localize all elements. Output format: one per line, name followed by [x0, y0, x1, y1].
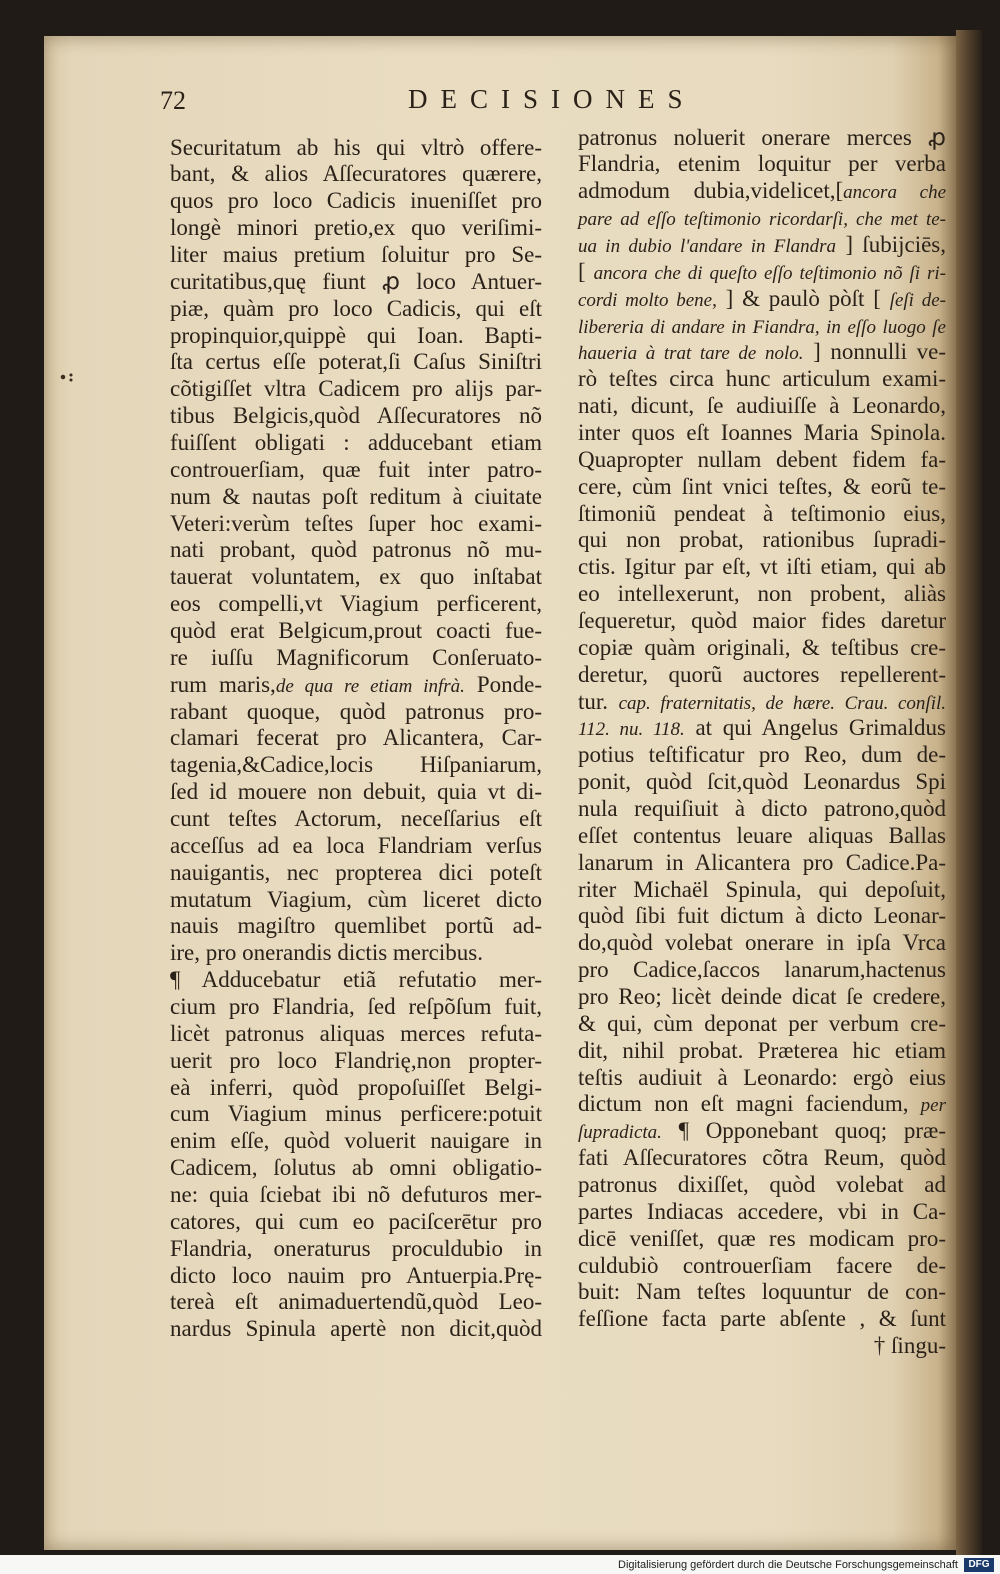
catchword: † ſingu-: [873, 1333, 946, 1359]
text-line: [578, 259, 946, 286]
text-line: patronus noluerit onerare merces ꝓ: [578, 124, 946, 150]
text-line: ire, pro onerandis dictis mercibus.: [170, 940, 483, 966]
text-line: eos compelli,vt Viagium perficerent,: [170, 591, 542, 617]
text-line: licèt patronus aliquas merces refuta-: [170, 1020, 542, 1046]
text-line: Cadicem, ſolutus ab omni obligatio-: [170, 1155, 542, 1181]
text-line: ſta certus eſſe poterat,ſi Caſus Siniſtri: [170, 349, 542, 375]
text-line: eo intellexerunt, non probent, aliàs: [578, 581, 946, 607]
text-line: [578, 715, 946, 742]
text-line: copiæ quàm originali, & teſtibus cre-: [578, 634, 946, 660]
text-line: propinquior,quippè qui Ioan. Bapti-: [170, 322, 542, 348]
text-line: nati, dicunt, ſe audiuiſſe à Leonardo,: [578, 393, 946, 419]
text-line: qui non probat, rationibus ſupradi-: [578, 527, 946, 553]
dfg-logo: DFG: [964, 1558, 994, 1572]
text-line: quos pro loco Cadicis inueniſſet pro: [170, 188, 542, 214]
text-line: quòd erat Belgicum,prout coacti fue-: [170, 617, 542, 643]
italic-text: ſeſi de-: [889, 289, 947, 311]
text-line: nula requiſiuit à dicto patrono,quòd: [578, 795, 946, 821]
text-line: ſequeretur, quòd maior fides daretur: [578, 607, 946, 633]
text-line: & qui, cùm deponat per verbum cre-: [578, 1010, 946, 1036]
text-line: quòd ſibi fuit dictum à dicto Leonar-: [578, 903, 946, 929]
text-line: clamari fecerat pro Alicantera, Car-: [170, 725, 542, 751]
left-column: [170, 135, 542, 1344]
text-line: eſſet contentus leuare aliquas Ballas: [578, 822, 946, 848]
italic-text: per: [920, 1095, 946, 1117]
text-line: [578, 689, 946, 716]
text-line: fuiſſent obligati : adducebant etiam: [170, 429, 542, 455]
running-head: DECISIONES: [408, 84, 696, 114]
italic-text: cordi molto bene,: [578, 289, 717, 311]
italic-text: ancora che: [843, 182, 946, 204]
text-line: tereà eſt animaduertendũ,quòd Leo-: [170, 1289, 542, 1315]
text-line: tibus Belgicis,quòd Aſſecuratores nõ: [170, 403, 542, 429]
text-line: ponit, quòd ſcit,quòd Leonardus Spi: [578, 769, 946, 795]
text-line: cõtigiſſet vltra Cadicem pro alijs par-: [170, 376, 542, 402]
text-line: cere, cùm ſint vnici teſtes, & eorũ te-: [578, 473, 946, 499]
text-line: liter maius pretium ſoluitur pro Se-: [170, 241, 542, 267]
right-column: [578, 125, 946, 1361]
text-line: ctis. Igitur par eſt, vt iſti etiam, qui ab: [578, 554, 946, 580]
text-line: [170, 672, 542, 699]
text-line: curitatibus,quę fiunt ꝓ loco Antuer-: [170, 268, 542, 294]
text-line: culdubiò controuerſiam facere de-: [578, 1252, 946, 1278]
text-line: pro Reo; licèt deinde dicat ſe credere,: [578, 984, 946, 1009]
text-segment: tur.: [578, 688, 619, 714]
text-line: bant, & alios Aſſecuratores quærere,: [170, 161, 542, 187]
text-line: enim eſſe, quòd voluerit nauigare in: [170, 1128, 542, 1154]
text-line: [578, 339, 946, 366]
text-line: longè minori pretio,ex quo veriſimi-: [170, 215, 542, 241]
text-segment: ] ſubijciēs,: [836, 231, 946, 257]
text-line: Quapropter nullam debent fidem fa-: [578, 446, 946, 472]
text-line: controuerſiam, quæ fuit inter patro-: [170, 456, 542, 482]
text-line: re iuſſu Magnificorum Conſeruato-: [170, 644, 542, 670]
text-line: partes Indiacas accedere, vbi in Ca-: [578, 1198, 946, 1224]
page-number: 72: [160, 86, 186, 115]
text-line: inter quos eſt Ioannes Maria Spinola.: [578, 419, 946, 445]
text-line: lanarum in Alicantera pro Cadice.Pa-: [578, 849, 946, 875]
text-line: patronus dixiſſet, quòd volebat ad: [578, 1172, 946, 1198]
text-line: dicē veniſſet, quæ res modicam pro-: [578, 1225, 946, 1251]
text-line: [578, 313, 946, 340]
text-line: ne: quia ſciebat ibi nõ defuturos mer-: [170, 1182, 542, 1208]
text-line: Flandria, etenim loquitur per verba: [578, 151, 946, 177]
italic-text: ancora che di queſto eſſo teſtimonio nõ ſi ri-: [593, 262, 946, 284]
text-line: feſſione facta parte abſente , & ſunt: [578, 1306, 946, 1332]
text-line: pro Cadice,ſaccos lanarum,hactenus: [578, 957, 946, 983]
digitization-credit: Digitalisierung gefördert durch die Deutsche Forschungsgemeinschaft: [618, 1558, 958, 1571]
text-line: do,quòd volebat onerare in ipſa Vrca: [578, 930, 946, 956]
text-line: acceſſus ad ea loca Flandriam verſus: [170, 832, 542, 858]
text-line: ſtimoniũ pendeat à teſtimonio eius,: [578, 500, 946, 526]
text-segment: at qui Angelus Grimaldus: [684, 715, 946, 741]
text-segment: Ponde-: [464, 671, 542, 697]
italic-text: haueria à trat tare de nolo.: [578, 343, 804, 365]
digitization-footer: [0, 1555, 1000, 1574]
text-line: tagenia,&Cadice,locis Hiſpaniarum,: [170, 752, 542, 778]
margin-ink-mark: [60, 372, 76, 382]
italic-text: libereria di andare in Fiandra, in eſſo luogo ſe: [578, 316, 946, 338]
text-line: nardus Spinula apertè non dicit,quòd: [170, 1316, 542, 1342]
text-line: rabant quoque, quòd patronus pro-: [170, 698, 542, 724]
text-line: cum Viagium minus perficere:potuit: [170, 1101, 542, 1127]
text-line: riter Michaël Spinula, qui depoſuit,: [578, 876, 946, 902]
text-line: nati probant, quòd patronus nõ mu-: [170, 537, 542, 563]
text-line: [578, 205, 946, 232]
italic-text: de qua re etiam infrà.: [275, 675, 465, 697]
text-line: buit: Nam teſtes loquuntur de con-: [578, 1279, 946, 1305]
text-line: teſtis audiuit à Leonardo: ergò eius: [578, 1064, 946, 1090]
text-line: dicto loco nauim pro Antuerpia.Prę-: [170, 1262, 542, 1288]
text-line: [578, 178, 946, 205]
text-line: catores, qui cum eo paciſcerētur pro: [170, 1208, 542, 1234]
text-line: piæ, quàm pro loco Cadicis, qui eſt: [170, 295, 542, 321]
text-line: uerit pro loco Flandrię,non propter-: [170, 1047, 542, 1073]
text-line: rò teſtes circa hunc articulum exami-: [578, 366, 946, 392]
text-line: [578, 286, 946, 313]
text-segment: dictum non eſt magni faciendum,: [578, 1091, 921, 1117]
text-line: cium pro Flandria, ſed reſpõſum fuit,: [170, 994, 542, 1019]
text-line: nauigantis, nec propterea dici poteſt: [170, 859, 542, 885]
italic-text: ua in dubio l'andare in Flandra: [578, 235, 837, 257]
text-line: Securitatum ab his qui vltrò offere-: [170, 134, 542, 160]
text-line: ¶ Adducebatur etiã refutatio mer-: [170, 967, 542, 993]
text-line: tauerat voluntatem, ex quo inſtabat: [170, 564, 542, 590]
text-line: dit, nihil probat. Præterea hic etiam: [578, 1037, 946, 1063]
text-line: Veteri:verùm teſtes ſuper hoc exami-: [170, 510, 542, 536]
text-line: num & nautas poſt reditum à ciuitate: [170, 483, 542, 509]
text-segment: [: [578, 258, 594, 284]
text-line: [578, 232, 946, 259]
italic-text: pare ad eſſo teſtimonio ricordarſi, che met te-: [578, 209, 946, 231]
text-line: ſed id mouere non debuit, quia vt di-: [170, 779, 542, 805]
text-line: nauis magiſtro quemlibet portũ ad-: [170, 913, 542, 939]
text-line: eà inferri, quòd propoſuiſſet Belgi-: [170, 1074, 542, 1100]
text-segment: ¶ Opponebant quoq; præ-: [661, 1118, 946, 1144]
text-line: mutatum Viagium, cùm liceret dicto: [170, 886, 542, 912]
text-line: potius teſtificatur pro Reo, dum de-: [578, 742, 946, 768]
page-edge: [956, 30, 982, 1555]
text-segment: ] & paulò pòſt [: [716, 285, 890, 311]
text-line: cunt teſtes Actorum, neceſſarius eſt: [170, 805, 542, 831]
text-line: fati Aſſecuratores cõtra Reum, quòd: [578, 1145, 946, 1171]
text-line: [578, 1118, 946, 1145]
italic-text: 112. nu. 118.: [578, 719, 685, 741]
text-segment: admodum dubia,videlicet,[: [578, 178, 844, 204]
text-line: deretur, quorũ auctores repellerent-: [578, 661, 946, 687]
text-line: Flandria, oneraturus proculdubio in: [170, 1235, 542, 1261]
italic-text: ſupradicta.: [578, 1122, 662, 1144]
text-line: [578, 1091, 946, 1118]
text-segment: ] nonnulli ve-: [803, 339, 946, 365]
italic-text: cap. fraternitatis, de hære. Crau. conſil.: [618, 692, 946, 714]
text-segment: rum maris,: [170, 671, 276, 697]
